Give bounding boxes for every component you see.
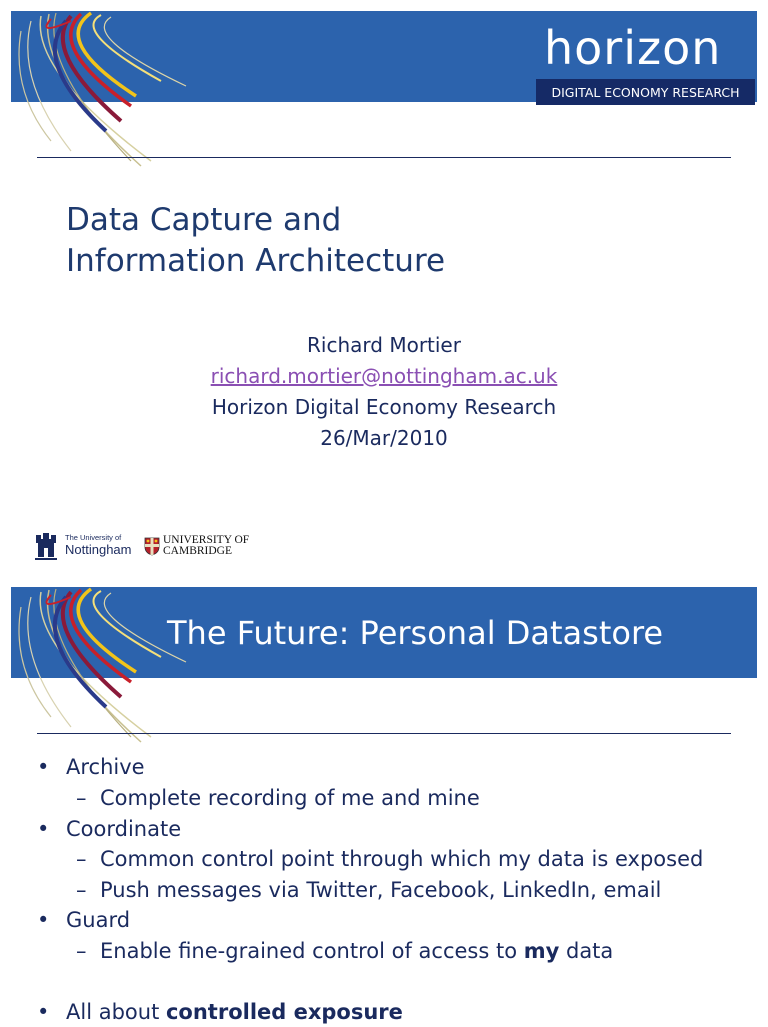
horizon-logo-word: horizon <box>544 21 722 75</box>
sub-bullet-text: data <box>559 939 614 963</box>
nottingham-logo-small: The University of <box>65 533 122 542</box>
bullet-marker: • <box>37 755 50 779</box>
cambridge-logo-line-1: UNIVERSITY OF <box>163 534 250 546</box>
bullet-text: All about <box>66 1000 166 1024</box>
emphasis-text: my <box>523 939 560 963</box>
author-name: Richard Mortier <box>307 333 461 357</box>
bullet-item <box>37 814 182 844</box>
author-block <box>0 330 768 454</box>
bullet-item <box>37 752 145 782</box>
sub-bullet-text: Complete recording of me and mine <box>100 786 480 810</box>
slide-title: The Future: Personal Datastore <box>167 614 664 652</box>
author-organisation: Horizon Digital Economy Research <box>211 395 557 419</box>
bullet-item <box>37 997 403 1027</box>
sub-bullet-item <box>76 875 662 905</box>
bullet-marker: • <box>37 908 50 932</box>
presentation-date: 26/Mar/2010 <box>320 426 448 450</box>
sub-bullet-text: Enable fine-grained control of access to <box>100 939 524 963</box>
horizon-logo-subtitle: DIGITAL ECONOMY RESEARCH <box>536 79 755 105</box>
divider-line <box>37 157 731 158</box>
bullet-item <box>37 905 131 935</box>
bullet-text: Coordinate <box>66 817 182 841</box>
bullet-text: Archive <box>66 755 145 779</box>
sub-bullet-item <box>76 936 614 966</box>
swoosh-graphic <box>11 11 211 171</box>
nottingham-crest-icon <box>35 531 57 561</box>
presentation-title <box>66 200 445 282</box>
cambridge-logo-text <box>163 535 273 557</box>
cambridge-crest-icon <box>144 537 160 556</box>
sub-bullet-marker: – <box>76 786 87 810</box>
divider-line <box>37 733 731 734</box>
sub-bullet-marker: – <box>76 847 87 871</box>
sub-bullet-item <box>76 783 480 813</box>
sub-bullet-text: Common control point through which my data is exposed <box>100 847 704 871</box>
emphasis-text: controlled exposure <box>165 1000 403 1024</box>
nottingham-logo-big: Nottingham <box>65 542 132 557</box>
bullet-marker: • <box>37 1000 50 1024</box>
cambridge-logo-line-2: CAMBRIDGE <box>163 545 233 557</box>
bullet-text: Guard <box>66 908 131 932</box>
bullet-marker: • <box>37 817 50 841</box>
sub-bullet-marker: – <box>76 939 87 963</box>
title-line-2: Information Architecture <box>66 243 446 279</box>
sub-bullet-text: Push messages via Twitter, Facebook, LinkedIn, email <box>100 878 662 902</box>
title-line-1: Data Capture and <box>66 202 342 238</box>
author-email-link[interactable]: richard.mortier@nottingham.ac.uk <box>210 364 558 388</box>
sub-bullet-item <box>76 844 704 874</box>
sub-bullet-marker: – <box>76 878 87 902</box>
